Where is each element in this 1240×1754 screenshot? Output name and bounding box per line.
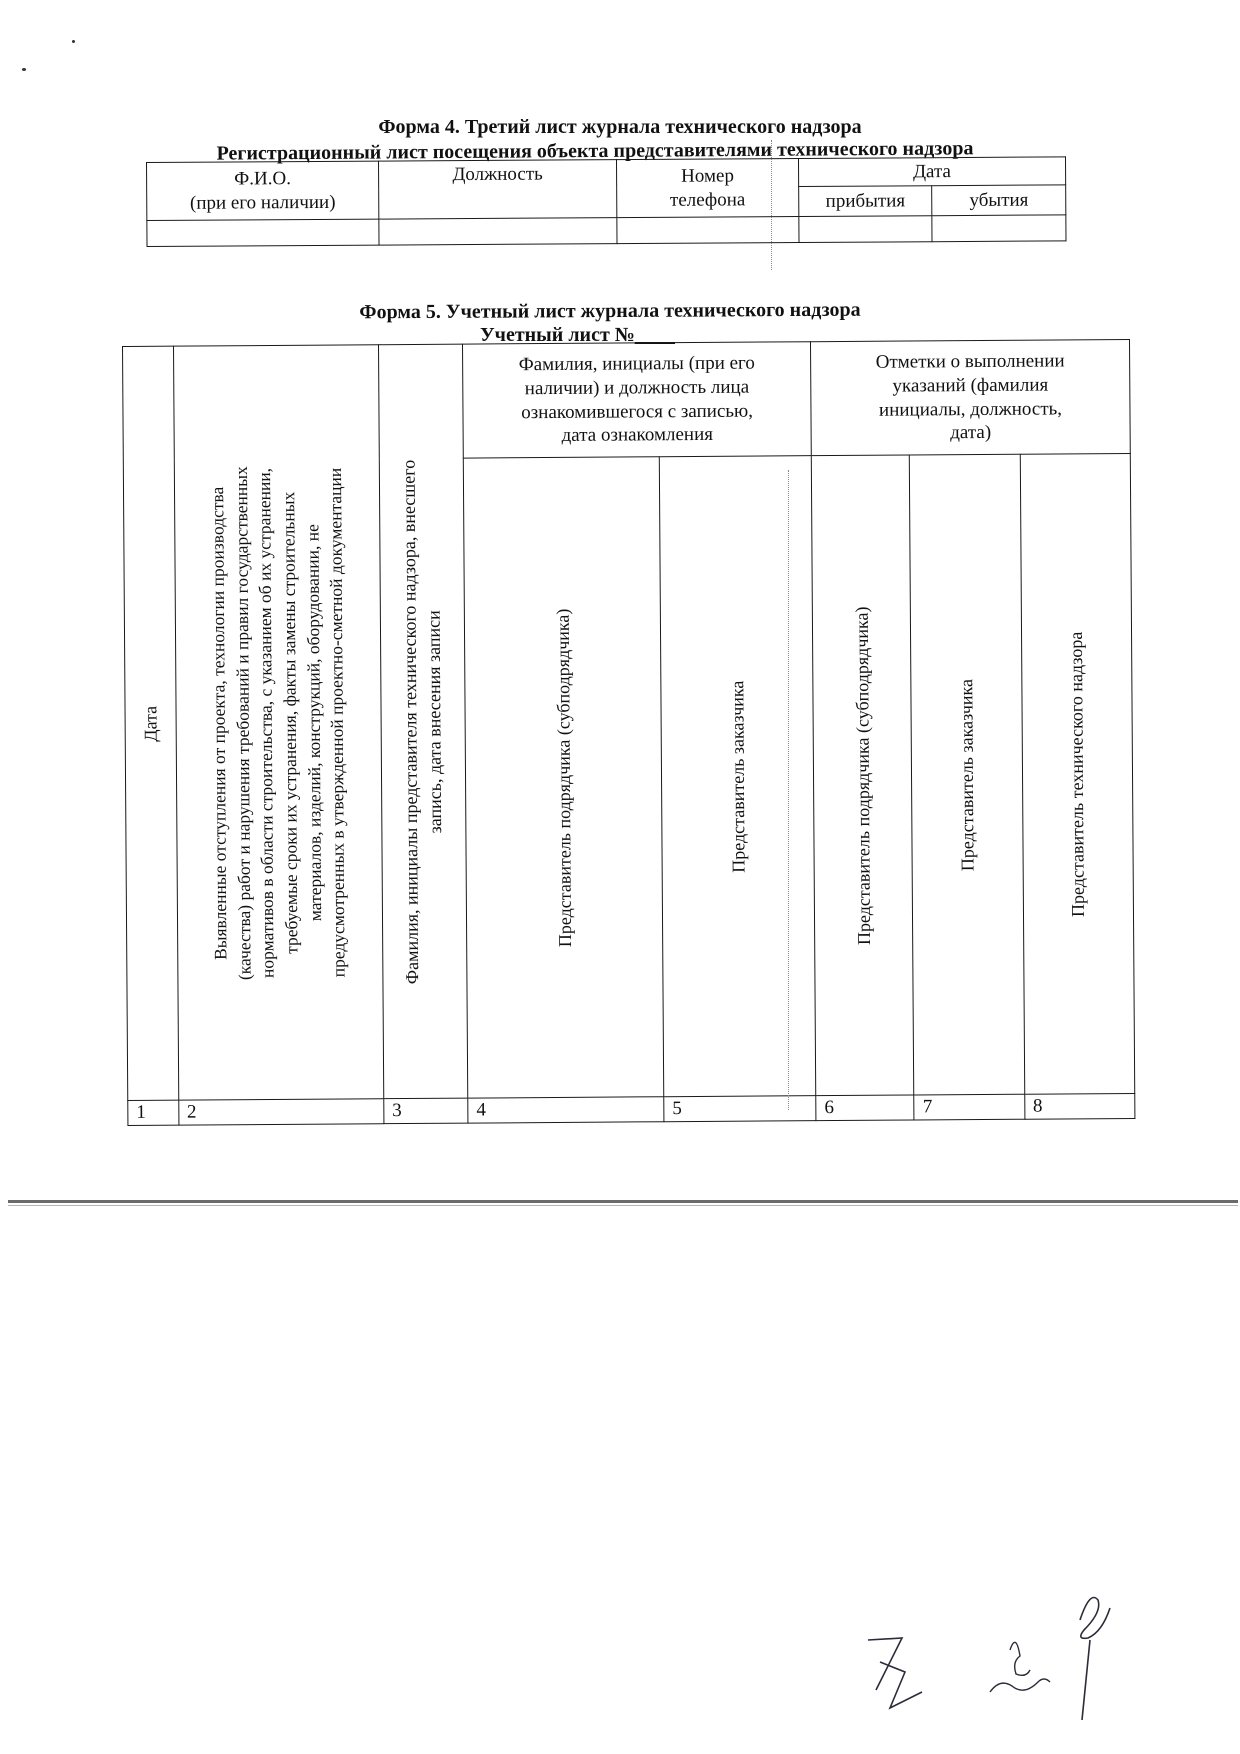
signature-3 <box>1080 1598 1110 1721</box>
form4-header-phone: Номер телефона <box>617 159 799 218</box>
col-number: 4 <box>468 1097 664 1123</box>
scan-edge-line <box>8 1200 1238 1203</box>
marks-group-header: Отметки о выполнении указаний (фамилия инициалы, должность, дата) <box>811 339 1131 455</box>
scan-speck <box>72 40 75 43</box>
scan-edge-line <box>8 1205 1238 1206</box>
sheet-number-blank: ____ <box>634 324 675 346</box>
col1-label: Дата <box>140 705 161 742</box>
col-number: 7 <box>914 1094 1024 1120</box>
col5-label: Представитель заказчика <box>726 680 749 873</box>
form4-cell-empty <box>147 219 379 246</box>
col1-header <box>123 346 179 1100</box>
form4-cell-empty <box>932 215 1066 242</box>
signature-1 <box>868 1638 922 1708</box>
col8-header <box>1020 453 1135 1094</box>
col-number: 3 <box>384 1098 469 1123</box>
form4-header-date: Дата <box>798 157 1065 187</box>
form4-subtitle: Регистрационный лист посещения объекта представителями технического надзора <box>216 137 974 165</box>
col7-label: Представитель заказчика <box>956 678 978 871</box>
form4-header-departure: убытия <box>932 185 1066 216</box>
col2-label: Выявленные отступления от проекта, технологии производства (качества) работ и нарушения требований и правил государственных нормативов в области строительства, с указанием об их устранении, требуемые сроки их устранения, факты замены строительных материалов, изделий, конструкций, оборудовании, не предусмотренных в утвержденной проектно-сметной документации <box>206 465 349 980</box>
col8-label: Представитель технического надзора <box>1066 631 1089 917</box>
col3-header <box>378 344 468 1099</box>
col3-label: Фамилия, инициалы представителя технического надзора, внесшего запись, дата внесения записи <box>398 459 446 984</box>
col-number: 2 <box>178 1099 383 1125</box>
form5-sheet-label: Учетный лист №____ <box>480 324 675 346</box>
form4-cell-empty <box>799 216 933 243</box>
form5-table <box>122 339 1135 1126</box>
acquainted-group-header: Фамилия, инициалы (при его наличии) и должность лица ознакомившегося с записью, дата ознакомления <box>463 342 812 458</box>
col2-header <box>173 345 383 1100</box>
scan-speck <box>22 68 26 71</box>
col4-header <box>463 457 663 1098</box>
col6-label: Представитель подрядчика (субподрядчика) <box>851 606 874 945</box>
col-number: 8 <box>1024 1093 1134 1119</box>
form5-title: Форма 5. Учетный лист журнала технического надзора <box>359 298 861 324</box>
form4-cell-empty <box>379 218 617 245</box>
scan-fold-line <box>771 140 772 270</box>
form4-title: Форма 4. Третий лист журнала технического надзора <box>378 116 862 138</box>
col5-header <box>659 456 816 1097</box>
col4-label: Представитель подрядчика (субподрядчика) <box>552 608 575 947</box>
col7-header <box>910 454 1025 1095</box>
form4-header-arrival: прибытия <box>798 186 932 217</box>
col-number: 1 <box>128 1100 179 1125</box>
form4-table <box>146 156 1067 247</box>
form4-header-position: Должность <box>378 160 616 219</box>
signature-marks <box>850 1580 1170 1740</box>
col6-header <box>811 455 914 1096</box>
col-number: 5 <box>664 1096 816 1122</box>
col-number: 6 <box>816 1095 915 1120</box>
form4-header-fio: Ф.И.О. (при его наличии) <box>147 161 379 220</box>
signature-2 <box>990 1642 1050 1692</box>
scan-fold-line <box>788 470 789 1110</box>
